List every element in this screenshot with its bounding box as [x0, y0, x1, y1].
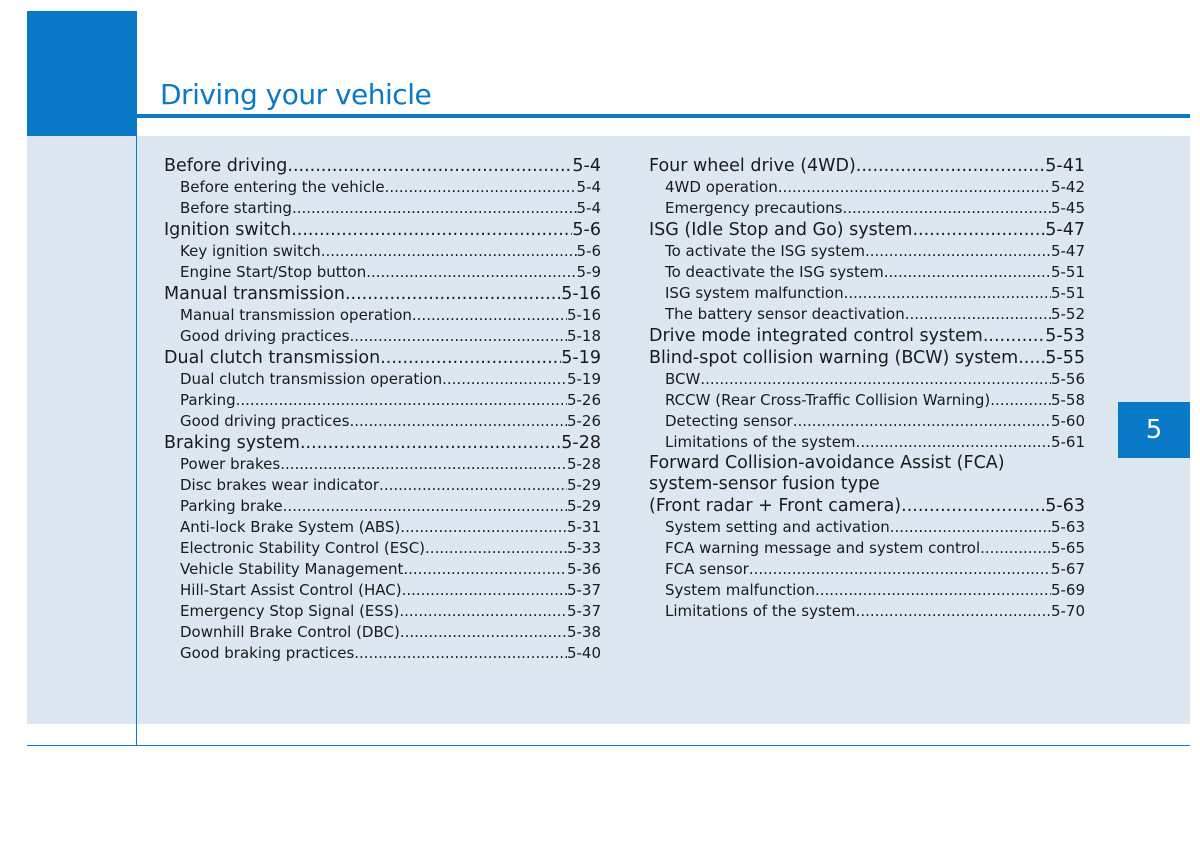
toc-entry-label: Before driving: [164, 156, 288, 176]
dot-leader: [901, 495, 1045, 517]
toc-subsection-entry[interactable]: [164, 622, 601, 643]
toc-page-number: 5-63: [1045, 496, 1085, 516]
toc-section-entry[interactable]: [649, 347, 1085, 369]
dot-leader: [349, 411, 567, 432]
dot-leader: [300, 432, 561, 454]
dot-leader: [983, 325, 1045, 347]
toc-page-number: 5-28: [566, 455, 601, 473]
toc-page-number: 5-38: [566, 623, 601, 641]
toc-subsection-entry[interactable]: [649, 390, 1085, 411]
dot-leader: [815, 580, 1051, 601]
toc-entry-label: Good driving practices: [180, 412, 350, 430]
toc-subsection-entry[interactable]: [649, 432, 1085, 453]
dot-leader: [292, 198, 577, 219]
toc-entry-label: System setting and activation: [665, 518, 890, 536]
toc-page-number: 5-28: [561, 433, 601, 453]
title-rule: [137, 114, 1190, 118]
bottom-rule: [27, 745, 1190, 746]
toc-page-number: 5-19: [561, 348, 601, 368]
toc-section-entry[interactable]: [649, 325, 1085, 347]
dot-leader: [890, 517, 1051, 538]
toc-page-number: 5-41: [1045, 156, 1085, 176]
toc-entry-label: Power brakes: [180, 455, 281, 473]
toc-page-number: 5-37: [566, 602, 601, 620]
toc-page-number: 5-26: [566, 412, 601, 430]
toc-section-entry[interactable]: [164, 155, 601, 177]
toc-page-number: 5-29: [566, 476, 601, 494]
toc-subsection-entry[interactable]: [164, 177, 601, 198]
toc-page-number: 5-4: [576, 178, 601, 196]
toc-entry-label: System malfunction: [665, 581, 815, 599]
toc-page-number: 5-31: [566, 518, 601, 536]
dot-leader: [980, 538, 1051, 559]
toc-entry-label: FCA sensor: [665, 560, 749, 578]
dot-leader: [400, 622, 567, 643]
toc-subsection-entry[interactable]: [649, 304, 1085, 325]
dot-leader: [366, 262, 576, 283]
toc-entry-label: Before entering the vehicle: [180, 178, 385, 196]
toc-subsection-entry[interactable]: [164, 262, 601, 283]
toc-entry-label: Good driving practices: [180, 327, 350, 345]
toc-page-number: 5-6: [572, 220, 601, 240]
toc-page-number: 5-47: [1045, 220, 1085, 240]
toc-page-number: 5-55: [1045, 348, 1085, 368]
dot-leader: [749, 559, 1051, 580]
toc-subsection-entry[interactable]: [649, 262, 1085, 283]
toc-entry-label: ISG system malfunction: [665, 284, 844, 302]
dot-leader: [399, 601, 567, 622]
toc-page-number: 5-53: [1045, 326, 1085, 346]
dot-leader: [291, 219, 572, 241]
toc-page-number: 5-47: [1050, 242, 1085, 260]
toc-entry-label: Parking brake: [180, 497, 283, 515]
toc-page-number: 5-45: [1050, 199, 1085, 217]
dot-leader: [990, 390, 1051, 411]
toc-entry-label: The battery sensor deactivation: [665, 305, 905, 323]
toc-subsection-entry[interactable]: [164, 411, 601, 432]
toc-entry-label: Four wheel drive (4WD): [649, 156, 856, 176]
toc-page-number: 5-36: [566, 560, 601, 578]
dot-leader: [400, 517, 567, 538]
dot-leader: [844, 283, 1051, 304]
toc-entry-label: Before starting: [180, 199, 292, 217]
dot-leader: [856, 601, 1051, 622]
dot-leader: [842, 198, 1051, 219]
toc-section-entry[interactable]: [649, 155, 1085, 177]
dot-leader: [321, 241, 577, 262]
toc-subsection-entry[interactable]: [649, 580, 1085, 601]
toc-entry-label: Good braking practices: [180, 644, 355, 662]
toc-subsection-entry[interactable]: [164, 454, 601, 475]
toc-entry-label: Parking: [180, 391, 236, 409]
toc-page-number: 5-56: [1050, 370, 1085, 388]
toc-section-entry[interactable]: [164, 219, 601, 241]
toc-subsection-entry[interactable]: [164, 538, 601, 559]
toc-subsection-entry[interactable]: [649, 369, 1085, 390]
toc-page-number: 5-19: [566, 370, 601, 388]
toc-page-number: 5-9: [576, 263, 601, 281]
toc-entry-label: ISG (Idle Stop and Go) system: [649, 220, 913, 240]
toc-entry-label: To activate the ISG system: [665, 242, 865, 260]
toc-subsection-entry[interactable]: [164, 326, 601, 347]
toc-entry-label: BCW: [665, 370, 701, 388]
toc-entry-label: Manual transmission: [164, 284, 345, 304]
toc-page-number: 5-51: [1050, 284, 1085, 302]
toc-page-number: 5-61: [1050, 433, 1085, 451]
margin-rule: [136, 136, 137, 746]
dot-leader: [865, 241, 1051, 262]
toc-subsection-entry[interactable]: [649, 517, 1085, 538]
toc-entry-label: Anti-lock Brake System (ABS): [180, 518, 401, 536]
toc-subsection-entry[interactable]: [649, 198, 1085, 219]
dot-leader: [778, 177, 1051, 198]
dot-leader: [280, 454, 567, 475]
toc-subsection-entry[interactable]: [164, 496, 601, 517]
toc-entry-label: Downhill Brake Control (DBC): [180, 623, 400, 641]
dot-leader: [856, 155, 1046, 177]
toc-entry-label: Dual clutch transmission operation: [180, 370, 443, 388]
toc-entry-heading-line: system-sensor fusion type: [649, 474, 880, 494]
chapter-color-block: [27, 11, 137, 136]
toc-page-number: 5-65: [1050, 539, 1085, 557]
dot-leader: [354, 643, 567, 664]
dot-leader: [912, 219, 1045, 241]
toc-right-column: [649, 155, 1085, 622]
page-title: Driving your vehicle: [160, 78, 432, 111]
toc-subsection-entry[interactable]: [649, 538, 1085, 559]
toc-entry-label: Emergency precautions: [665, 199, 843, 217]
toc-section-entry[interactable]: [649, 495, 1085, 517]
toc-entry-label: FCA warning message and system control: [665, 539, 981, 557]
toc-page-number: 5-69: [1050, 581, 1085, 599]
toc-entry-heading-line: Forward Collision-avoidance Assist (FCA): [649, 453, 1005, 473]
dot-leader: [287, 155, 572, 177]
toc-subsection-entry[interactable]: [164, 517, 601, 538]
toc-entry-label: Key ignition switch: [180, 242, 321, 260]
toc-page-number: 5-52: [1050, 305, 1085, 323]
dot-leader: [425, 538, 567, 559]
toc-section-entry[interactable]: [649, 219, 1085, 241]
toc-page-number: 5-26: [566, 391, 601, 409]
toc-entry-label: Drive mode integrated control system: [649, 326, 983, 346]
toc-section-entry[interactable]: [164, 283, 601, 305]
dot-leader: [345, 283, 561, 305]
toc-subsection-entry[interactable]: [164, 369, 601, 390]
toc-subsection-entry[interactable]: [649, 177, 1085, 198]
dot-leader: [283, 496, 567, 517]
dot-leader: [379, 475, 567, 496]
toc-entry-label: 4WD operation: [665, 178, 778, 196]
toc-entry-label: Limitations of the system: [665, 433, 856, 451]
chapter-tab[interactable]: 5: [1118, 402, 1190, 458]
toc-entry-label: Braking system: [164, 433, 300, 453]
toc-subsection-entry[interactable]: [164, 241, 601, 262]
toc-page-number: 5-60: [1050, 412, 1085, 430]
toc-left-column: [164, 155, 601, 664]
toc-subsection-entry[interactable]: [164, 580, 601, 601]
toc-page-number: 5-70: [1050, 602, 1085, 620]
toc-page-number: 5-40: [566, 644, 601, 662]
toc-subsection-entry[interactable]: [164, 601, 601, 622]
toc-entry-label: Manual transmission operation: [180, 306, 412, 324]
toc-page-number: 5-67: [1050, 560, 1085, 578]
toc-entry-label: Ignition switch: [164, 220, 292, 240]
toc-page-number: 5-4: [572, 156, 601, 176]
toc-subsection-entry[interactable]: [649, 241, 1085, 262]
dot-leader: [856, 432, 1051, 453]
toc-entry-label: Emergency Stop Signal (ESS): [180, 602, 400, 620]
toc-entry-label: Engine Start/Stop button: [180, 263, 367, 281]
toc-page-number: 5-42: [1050, 178, 1085, 196]
toc-page-number: 5-6: [576, 242, 601, 260]
toc-entry-label: Limitations of the system: [665, 602, 856, 620]
toc-section-entry[interactable]: [164, 347, 601, 369]
toc-page-number: 5-29: [566, 497, 601, 515]
dot-leader: [442, 369, 567, 390]
dot-leader: [905, 304, 1051, 325]
toc-page-number: 5-16: [561, 284, 601, 304]
toc-page-number: 5-51: [1050, 263, 1085, 281]
toc-page-number: 5-63: [1050, 518, 1085, 536]
toc-subsection-entry[interactable]: [164, 643, 601, 664]
dot-leader: [884, 262, 1051, 283]
toc-subsection-entry[interactable]: [164, 475, 601, 496]
toc-page-number: 5-33: [566, 539, 601, 557]
toc-subsection-entry[interactable]: [649, 601, 1085, 622]
toc-entry-label: Dual clutch transmission: [164, 348, 381, 368]
toc-entry-label: (Front radar + Front camera): [649, 496, 902, 516]
toc-page-number: 5-18: [566, 327, 601, 345]
toc-entry-label: To deactivate the ISG system: [665, 263, 884, 281]
toc-page-number: 5-4: [576, 199, 601, 217]
dot-leader: [700, 369, 1051, 390]
toc-page-number: 5-37: [566, 581, 601, 599]
toc-subsection-entry[interactable]: [649, 411, 1085, 432]
toc-entry-label: Detecting sensor: [665, 412, 793, 430]
dot-leader: [402, 580, 567, 601]
dot-leader: [412, 305, 567, 326]
dot-leader: [403, 559, 567, 580]
toc-entry-label: Vehicle Stability Management: [180, 560, 404, 578]
toc-subsection-entry[interactable]: [164, 198, 601, 219]
toc-subsection-entry[interactable]: [164, 390, 601, 411]
toc-entry-label: RCCW (Rear Cross-Traffic Collision Warning): [665, 391, 991, 409]
toc-subsection-entry[interactable]: [164, 305, 601, 326]
toc-subsection-entry[interactable]: [164, 559, 601, 580]
dot-leader: [380, 347, 561, 369]
dot-leader: [1018, 347, 1045, 369]
toc-entry-label: Hill-Start Assist Control (HAC): [180, 581, 402, 599]
toc-entry-label: Disc brakes wear indicator: [180, 476, 380, 494]
dot-leader: [385, 177, 577, 198]
dot-leader: [793, 411, 1051, 432]
toc-entry-label: Electronic Stability Control (ESC): [180, 539, 426, 557]
toc-entry-label: Blind-spot collision warning (BCW) system: [649, 348, 1019, 368]
toc-subsection-entry[interactable]: [649, 559, 1085, 580]
dot-leader: [236, 390, 567, 411]
toc-page-number: 5-16: [566, 306, 601, 324]
toc-section-entry[interactable]: [164, 432, 601, 454]
toc-page-number: 5-58: [1050, 391, 1085, 409]
toc-subsection-entry[interactable]: [649, 283, 1085, 304]
dot-leader: [349, 326, 567, 347]
